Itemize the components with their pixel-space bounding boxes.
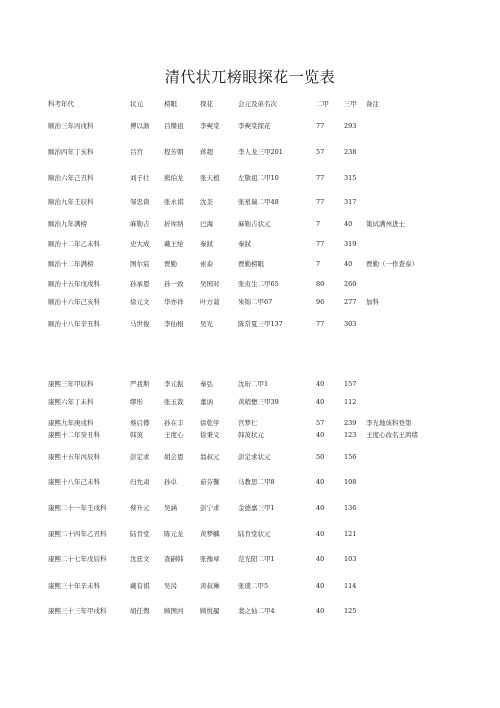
cell-tanhua: 徐秉义 [200,431,220,439]
cell-erjia: 40 [316,478,325,486]
cell-note: 加科 [366,298,379,306]
table-row [0,378,500,390]
cell-era: 顺治九年满榜 [48,220,87,228]
cell-zhuangyuan: 邹忠倚 [130,198,150,206]
cell-sanjia: 277 [344,298,357,306]
cell-era: 康熙二十七年戊辰科 [48,555,107,563]
cell-note: 李光地该科登第 [366,419,412,427]
cell-zhuangyuan: 胡任舆 [130,607,150,615]
cell-huiyuan: 贾勤榜眼 [238,260,264,268]
cell-era: 顺治六年己丑科 [48,174,94,182]
cell-era: 康熙三年甲辰科 [48,380,94,388]
cell-zhuangyuan: 傅以渐 [130,122,150,130]
cell-erjia: 40 [316,504,325,512]
cell-bangyan: 吴涵 [164,504,177,512]
table-row [0,605,500,617]
cell-tanhua: 翁叔元 [200,453,220,461]
cell-huiyuan: 李人龙三甲201 [238,148,283,156]
cell-bangyan: 张永祺 [164,198,184,206]
cell-zhuangyuan: 徐元文 [130,298,150,306]
cell-era: 顺治十二年满榜 [48,260,94,268]
cell-era: 康熙二十四年乙丑科 [48,530,107,538]
cell-huiyuan: 朱锦二甲67 [238,298,273,306]
cell-bangyan: 李仙根 [164,320,184,328]
cell-huiyuan: 陆肯堂状元 [238,530,271,538]
cell-zhuangyuan: 陆肯堂 [130,530,150,538]
cell-erjia: 7 [316,260,321,268]
cell-erjia: 77 [316,198,325,206]
cell-note: 策试满州进士 [366,220,405,228]
header-note: 备注 [366,100,379,108]
cell-tanhua: 茹芬馨 [200,478,220,486]
cell-sanjia: 112 [344,398,357,406]
cell-zhuangyuan: 戴有祺 [130,582,150,590]
cell-note: 贾勤（一作查泰） [366,260,418,268]
cell-era: 顺治十六年己亥科 [48,298,100,306]
table-row [0,146,500,158]
cell-bangyan: 孙一致 [164,280,184,288]
cell-sanjia: 260 [344,280,357,288]
cell-huiyuan: 裴之仙二甲4 [238,607,275,615]
table-row [0,278,500,290]
cell-bangyan: 吕缵祖 [164,122,184,130]
cell-erjia: 50 [316,453,325,461]
table-row [0,417,500,429]
cell-sanjia: 40 [344,220,353,228]
cell-tanhua: 吴国对 [200,280,220,288]
cell-huiyuan: 范光阳二甲1 [238,555,275,563]
cell-bangyan: 李元振 [164,380,184,388]
cell-tanhua: 董讷 [200,398,213,406]
cell-sanjia: 114 [344,582,357,590]
cell-era: 康熙十二年癸丑科 [48,431,100,439]
cell-zhuangyuan: 韩菼 [130,431,143,439]
cell-sanjia: 125 [344,607,357,615]
cell-era: 顺治十八年辛丑科 [48,320,100,328]
cell-era: 康熙六年丁未科 [48,398,94,406]
cell-zhuangyuan: 吕宫 [130,148,143,156]
cell-sanjia: 121 [344,530,357,538]
cell-era: 康熙十八年己未科 [48,478,100,486]
table-header [0,98,500,110]
table-row [0,196,500,208]
cell-zhuangyuan: 缪彤 [130,398,143,406]
cell-zhuangyuan: 蔡启僔 [130,419,150,427]
cell-tanhua: 秦鉽 [200,240,213,248]
cell-sanjia: 319 [344,240,357,248]
cell-bangyan: 陈元龙 [164,530,184,538]
cell-bangyan: 吴昺 [164,582,177,590]
header-huiyuan: 会元及弟名次 [238,100,277,108]
table-row [0,451,500,463]
cell-sanjia: 156 [344,453,357,461]
cell-bangyan: 熊伯龙 [164,174,184,182]
cell-erjia: 77 [316,174,325,182]
cell-tanhua: 张豫章 [200,555,220,563]
header-sanjia: 三甲 [344,100,357,108]
cell-huiyuan: 秦鉽 [238,240,251,248]
table-row [0,502,500,514]
cell-huiyuan: 韩菼状元 [238,431,264,439]
cell-tanhua: 李奭棠 [200,122,220,130]
cell-bangyan: 顾图河 [164,607,184,615]
cell-era: 康熙十五年丙辰科 [48,453,100,461]
cell-era: 康熙三十年辛未科 [48,582,100,590]
table-row [0,238,500,250]
table-row [0,553,500,565]
cell-era: 康熙三十三年甲戌科 [48,607,107,615]
cell-huiyuan: 马教思二甲8 [238,478,275,486]
cell-bangyan: 程芳朝 [164,148,184,156]
cell-tanhua: 巴海 [200,220,213,228]
cell-sanjia: 136 [344,504,357,512]
cell-tanhua: 沈荃 [200,198,213,206]
table-row [0,120,500,132]
cell-sanjia: 239 [344,419,357,427]
cell-erjia: 40 [316,431,325,439]
cell-erjia: 40 [316,582,325,590]
cell-era: 顺治十五年戊戌科 [48,280,100,288]
cell-note: 王度心改名王鸿绪 [366,431,418,439]
header-erjia: 二甲 [316,100,329,108]
table-row [0,528,500,540]
table-row [0,296,500,308]
cell-erjia: 77 [316,122,325,130]
cell-bangyan: 戴王纶 [164,240,184,248]
cell-huiyuan: 陈常夏三甲137 [238,320,283,328]
cell-bangyan: 胡会恩 [164,453,184,461]
table-row [0,318,500,330]
table-row [0,580,500,592]
cell-sanjia: 315 [344,174,357,182]
cell-erjia: 96 [316,298,325,306]
cell-huiyuan: 李奭棠探花 [238,122,271,130]
cell-huiyuan: 黄稍懋三甲39 [238,398,279,406]
cell-erjia: 57 [316,419,325,427]
table-row [0,429,500,441]
cell-sanjia: 108 [344,478,357,486]
cell-tanhua: 彭宁求 [200,504,220,512]
table-row [0,476,500,488]
cell-bangyan: 查嗣韩 [164,555,184,563]
cell-zhuangyuan: 麻勒吉 [130,220,150,228]
cell-zhuangyuan: 蔡升元 [130,504,150,512]
cell-tanhua: 张天植 [200,174,220,182]
cell-huiyuan: 宫梦仁 [238,419,258,427]
cell-sanjia: 157 [344,380,357,388]
cell-zhuangyuan: 刘子壮 [130,174,150,182]
cell-tanhua: 黄叔琳 [200,582,220,590]
cell-sanjia: 293 [344,122,357,130]
table-row [0,172,500,184]
cell-huiyuan: 张贞生二甲65 [238,280,279,288]
cell-bangyan: 张玉裁 [164,398,184,406]
header-zhuangyuan: 状元 [130,100,143,108]
table-row [0,396,500,408]
cell-tanhua: 吴光 [200,320,213,328]
cell-erjia: 7 [316,220,321,228]
table-row [0,258,500,270]
cell-bangyan: 折库纳 [164,220,184,228]
cell-era: 顺治十二年乙未科 [48,240,100,248]
cell-zhuangyuan: 严我斯 [130,380,150,388]
cell-era: 顺治三年丙戌科 [48,122,94,130]
cell-huiyuan: 张星瑞二甲48 [238,198,279,206]
cell-erjia: 80 [316,280,325,288]
cell-huiyuan: 张瑗二甲5 [238,582,269,590]
cell-sanjia: 40 [344,260,353,268]
cell-tanhua: 黄梦麟 [200,530,220,538]
cell-sanjia: 317 [344,198,357,206]
cell-tanhua: 顾悦履 [200,607,220,615]
cell-erjia: 40 [316,555,325,563]
cell-erjia: 40 [316,380,325,388]
page-title: 清代状兀榜眼探花一览表 [164,68,336,86]
cell-huiyuan: 左敬祖二甲10 [238,174,279,182]
cell-erjia: 40 [316,398,325,406]
cell-erjia: 77 [316,240,325,248]
cell-sanjia: 103 [344,555,357,563]
cell-sanjia: 303 [344,320,357,328]
cell-zhuangyuan: 图尔宸 [130,260,150,268]
cell-tanhua: 叶方蔼 [200,298,220,306]
cell-era: 顺治九年壬辰科 [48,198,94,206]
header-tanhua: 探花 [200,100,213,108]
cell-sanjia: 238 [344,148,357,156]
cell-era: 顺治四年丁亥科 [48,148,94,156]
cell-erjia: 40 [316,530,325,538]
cell-huiyuan: 沈珩二甲1 [238,380,269,388]
cell-tanhua: 索泰 [200,260,213,268]
cell-era: 康熙二十一年壬戌科 [48,504,107,512]
cell-zhuangyuan: 归允肃 [130,478,150,486]
cell-bangyan: 贾勤 [164,260,177,268]
cell-erjia: 40 [316,607,325,615]
cell-zhuangyuan: 沈廷文 [130,555,150,563]
cell-huiyuan: 麻勒吉状元 [238,220,271,228]
cell-zhuangyuan: 马世俊 [130,320,150,328]
header-era: 科考年代 [48,100,74,108]
cell-zhuangyuan: 孙承恩 [130,280,150,288]
cell-bangyan: 孙在丰 [164,419,184,427]
cell-erjia: 77 [316,320,325,328]
table-row [0,218,500,230]
cell-bangyan: 王度心 [164,431,184,439]
cell-tanhua: 蒋超 [200,148,213,156]
header-bangyan: 榜眼 [164,100,177,108]
cell-tanhua: 秦弘 [200,380,213,388]
cell-zhuangyuan: 彭定求 [130,453,150,461]
cell-erjia: 57 [316,148,325,156]
cell-era: 康熙九年庚戌科 [48,419,94,427]
cell-zhuangyuan: 史大成 [130,240,150,248]
cell-huiyuan: 金德嘉三甲1 [238,504,275,512]
cell-sanjia: 123 [344,431,357,439]
cell-bangyan: 孙卓 [164,478,177,486]
cell-huiyuan: 彭定求状元 [238,453,271,461]
cell-tanhua: 徐乾学 [200,419,220,427]
cell-bangyan: 华亦祥 [164,298,184,306]
